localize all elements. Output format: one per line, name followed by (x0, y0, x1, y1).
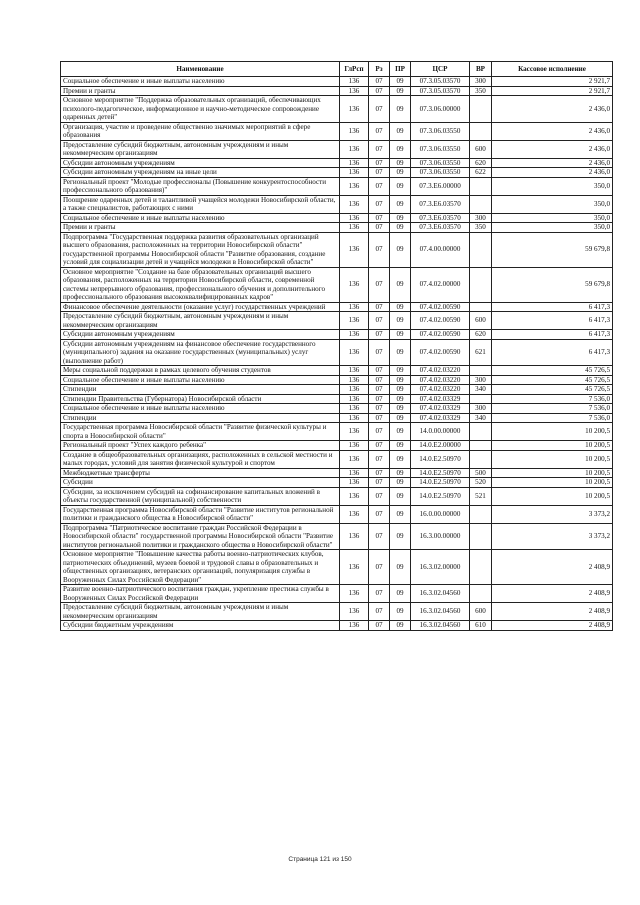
row-vr: 621 (470, 339, 492, 366)
row-pr: 09 (390, 158, 411, 168)
row-sum: 10 200,5 (492, 468, 613, 478)
row-pr: 09 (390, 478, 411, 488)
row-grbs: 136 (340, 394, 369, 404)
row-grbs: 136 (340, 168, 369, 178)
row-rz: 07 (369, 385, 390, 395)
row-grbs: 136 (340, 330, 369, 340)
header-grbs: ГлРсп (340, 62, 369, 77)
row-name: Подпрограмма "Государственная поддержка развития образовательных организаций высшего образования, расположенных на территории Новосибирской области" государственной программы Новосибирской области "Развитие образования, создание условий для социализации детей и учащейся молодежи в Новосибирской области" (61, 232, 340, 267)
row-csr: 07.3.06.03550 (411, 158, 470, 168)
row-sum: 6 417,3 (492, 312, 613, 330)
row-vr: 350 (470, 223, 492, 233)
row-name: Субсидии автономным учреждениям на иные цели (61, 168, 340, 178)
table-row (61, 86, 613, 96)
row-sum: 10 200,5 (492, 441, 613, 451)
table-row (61, 232, 613, 267)
row-csr: 07.4.02.03329 (411, 404, 470, 414)
row-name: Создание в общеобразовательных организациях, расположенных в сельской местности и малых городах, условий для занятия физической культурой и спортом (61, 450, 340, 468)
row-pr: 09 (390, 86, 411, 96)
row-vr (470, 195, 492, 213)
row-grbs: 136 (340, 86, 369, 96)
row-pr: 09 (390, 312, 411, 330)
row-sum: 6 417,3 (492, 330, 613, 340)
row-vr (470, 122, 492, 140)
row-sum: 2 921,7 (492, 77, 613, 87)
table-row (61, 330, 613, 340)
row-vr: 300 (470, 375, 492, 385)
row-name: Субсидии, за исключением субсидий на софинансирование капитальных вложений в объекты государственной (муниципальной) собственности (61, 487, 340, 505)
row-rz: 07 (369, 585, 390, 603)
row-vr (470, 267, 492, 302)
row-vr: 521 (470, 487, 492, 505)
row-pr: 09 (390, 96, 411, 123)
row-sum: 2 408,9 (492, 621, 613, 631)
table-row (61, 366, 613, 376)
row-vr (470, 366, 492, 376)
row-vr: 620 (470, 330, 492, 340)
row-vr: 600 (470, 140, 492, 158)
row-sum: 10 200,5 (492, 487, 613, 505)
row-sum: 2 436,0 (492, 96, 613, 123)
row-vr (470, 585, 492, 603)
row-csr: 16.3.02.04560 (411, 585, 470, 603)
row-rz: 07 (369, 86, 390, 96)
row-csr: 07.3.E6.03570 (411, 195, 470, 213)
row-csr: 16.3.02.00000 (411, 550, 470, 585)
row-rz: 07 (369, 621, 390, 631)
row-vr: 340 (470, 413, 492, 423)
row-name: Межбюджетные трансферты (61, 468, 340, 478)
row-sum: 3 373,2 (492, 505, 613, 523)
row-rz: 07 (369, 468, 390, 478)
row-vr (470, 232, 492, 267)
row-sum: 2 408,9 (492, 603, 613, 621)
row-grbs: 136 (340, 96, 369, 123)
row-grbs: 136 (340, 441, 369, 451)
table-row (61, 441, 613, 451)
row-grbs: 136 (340, 404, 369, 414)
row-grbs: 136 (340, 585, 369, 603)
table-row (61, 413, 613, 423)
row-pr: 09 (390, 404, 411, 414)
row-pr: 09 (390, 330, 411, 340)
table-row (61, 213, 613, 223)
row-pr: 09 (390, 168, 411, 178)
row-rz: 07 (369, 523, 390, 550)
row-rz: 07 (369, 195, 390, 213)
budget-table (60, 61, 613, 631)
row-sum: 45 726,5 (492, 366, 613, 376)
row-pr: 09 (390, 621, 411, 631)
row-rz: 07 (369, 423, 390, 441)
row-csr: 07.3.E6.00000 (411, 177, 470, 195)
table-row (61, 177, 613, 195)
row-grbs: 136 (340, 366, 369, 376)
row-pr: 09 (390, 213, 411, 223)
row-name: Организация, участие и проведение общественно значимых мероприятий в сфере образования (61, 122, 340, 140)
row-pr: 09 (390, 394, 411, 404)
row-csr: 14.0.E2.50970 (411, 468, 470, 478)
row-name: Основное мероприятие "Повышение качества работы военно-патриотических клубов, патриотических объединений, музеев боевой и трудовой славы в образовательных и общественных организациях, ветеранских организаций, популяризация службы в Вооруженных Силах Российской Федерации" (61, 550, 340, 585)
row-name: Субсидии автономным учреждениям на финансовое обеспечение государственного (муниципального) задания на оказание государственных (муниципальных) услуг (выполнение работ) (61, 339, 340, 366)
row-sum: 3 373,2 (492, 523, 613, 550)
row-pr: 09 (390, 487, 411, 505)
row-name: Основное мероприятие "Поддержка образовательных организаций, обеспечивающих психолого-педагогическое, информационное и научно-методическое сопровождение одаренных детей" (61, 96, 340, 123)
row-name: Субсидии бюджетным учреждениям (61, 621, 340, 631)
row-rz: 07 (369, 122, 390, 140)
row-name: Премии и гранты (61, 86, 340, 96)
row-vr: 300 (470, 77, 492, 87)
row-grbs: 136 (340, 385, 369, 395)
table-row (61, 468, 613, 478)
row-name: Субсидии (61, 478, 340, 488)
row-rz: 07 (369, 312, 390, 330)
row-pr: 09 (390, 505, 411, 523)
row-sum: 2 436,0 (492, 122, 613, 140)
row-name: Премии и гранты (61, 223, 340, 233)
row-grbs: 136 (340, 468, 369, 478)
table-row (61, 505, 613, 523)
table-row (61, 621, 613, 631)
row-sum: 2 408,9 (492, 550, 613, 585)
table-header-row (61, 62, 613, 77)
table-row (61, 267, 613, 302)
row-grbs: 136 (340, 550, 369, 585)
row-grbs: 136 (340, 302, 369, 312)
table-row (61, 585, 613, 603)
header-vr: ВР (470, 62, 492, 77)
table-row (61, 312, 613, 330)
row-vr (470, 394, 492, 404)
row-rz: 07 (369, 302, 390, 312)
row-rz: 07 (369, 158, 390, 168)
row-vr: 520 (470, 478, 492, 488)
row-csr: 07.3.06.03550 (411, 168, 470, 178)
row-vr: 500 (470, 468, 492, 478)
row-sum: 6 417,3 (492, 339, 613, 366)
row-sum: 7 536,0 (492, 394, 613, 404)
table-row (61, 394, 613, 404)
table-row (61, 302, 613, 312)
row-vr (470, 550, 492, 585)
row-name: Развитие военно-патриотического воспитания граждан, укрепление престижа службы в Вооруженных Силах Российской Федерации (61, 585, 340, 603)
row-vr: 620 (470, 158, 492, 168)
row-grbs: 136 (340, 339, 369, 366)
row-pr: 09 (390, 223, 411, 233)
row-vr (470, 505, 492, 523)
row-rz: 07 (369, 177, 390, 195)
row-sum: 45 726,5 (492, 385, 613, 395)
row-pr: 09 (390, 423, 411, 441)
row-vr (470, 96, 492, 123)
row-sum: 45 726,5 (492, 375, 613, 385)
row-rz: 07 (369, 394, 390, 404)
table-row (61, 404, 613, 414)
row-grbs: 136 (340, 621, 369, 631)
row-csr: 07.4.02.00590 (411, 312, 470, 330)
row-pr: 09 (390, 366, 411, 376)
row-sum: 2 436,0 (492, 140, 613, 158)
row-csr: 16.3.02.04560 (411, 621, 470, 631)
row-vr: 610 (470, 621, 492, 631)
row-name: Стипендии (61, 413, 340, 423)
row-grbs: 136 (340, 413, 369, 423)
row-name: Предоставление субсидий бюджетным, автономным учреждениям и иным некоммерческим организациям (61, 140, 340, 158)
row-name: Предоставление субсидий бюджетным, автономным учреждениям и иным некоммерческим организациям (61, 603, 340, 621)
row-grbs: 136 (340, 158, 369, 168)
row-sum: 7 536,0 (492, 404, 613, 414)
row-grbs: 136 (340, 423, 369, 441)
row-csr: 07.3.05.03570 (411, 86, 470, 96)
row-csr: 07.3.06.03550 (411, 122, 470, 140)
row-name: Поощрение одаренных детей и талантливой учащейся молодежи Новосибирской области, а также специалистов, работающих с ними (61, 195, 340, 213)
row-rz: 07 (369, 267, 390, 302)
row-sum: 350,0 (492, 213, 613, 223)
row-csr: 16.3.02.04560 (411, 603, 470, 621)
row-pr: 09 (390, 603, 411, 621)
budget-report-sheet (60, 61, 612, 631)
row-name: Финансовое обеспечение деятельности (оказание услуг) государственных учреждений (61, 302, 340, 312)
row-grbs: 136 (340, 195, 369, 213)
table-row (61, 140, 613, 158)
row-vr: 600 (470, 312, 492, 330)
row-name: Социальное обеспечение и иные выплаты населению (61, 77, 340, 87)
table-row (61, 339, 613, 366)
row-csr: 07.4.00.00000 (411, 232, 470, 267)
row-csr: 07.3.E6.03570 (411, 223, 470, 233)
row-grbs: 136 (340, 232, 369, 267)
table-row (61, 487, 613, 505)
row-grbs: 136 (340, 223, 369, 233)
row-rz: 07 (369, 550, 390, 585)
header-pr: ПР (390, 62, 411, 77)
row-rz: 07 (369, 330, 390, 340)
row-name: Региональный проект "Успех каждого ребенка" (61, 441, 340, 451)
row-pr: 09 (390, 122, 411, 140)
row-pr: 09 (390, 177, 411, 195)
row-vr (470, 523, 492, 550)
row-rz: 07 (369, 213, 390, 223)
row-rz: 07 (369, 77, 390, 87)
table-row (61, 168, 613, 178)
table-row (61, 450, 613, 468)
row-pr: 09 (390, 550, 411, 585)
row-rz: 07 (369, 450, 390, 468)
row-grbs: 136 (340, 487, 369, 505)
row-vr: 300 (470, 213, 492, 223)
row-pr: 09 (390, 339, 411, 366)
row-pr: 09 (390, 140, 411, 158)
row-csr: 14.0.E2.50970 (411, 450, 470, 468)
row-vr: 600 (470, 603, 492, 621)
header-sum: Кассовое исполнение (492, 62, 613, 77)
row-rz: 07 (369, 375, 390, 385)
row-sum: 350,0 (492, 195, 613, 213)
row-grbs: 136 (340, 122, 369, 140)
row-pr: 09 (390, 302, 411, 312)
table-row (61, 195, 613, 213)
row-sum: 59 679,8 (492, 232, 613, 267)
row-name: Субсидии автономным учреждениям (61, 330, 340, 340)
row-sum: 2 436,0 (492, 168, 613, 178)
row-sum: 2 436,0 (492, 158, 613, 168)
row-csr: 07.4.02.00000 (411, 267, 470, 302)
row-rz: 07 (369, 478, 390, 488)
row-name: Предоставление субсидий бюджетным, автономным учреждениям и иным некоммерческим организациям (61, 312, 340, 330)
row-vr (470, 177, 492, 195)
row-name: Меры социальной поддержки в рамках целевого обучения студентов (61, 366, 340, 376)
row-name: Субсидии автономным учреждениям (61, 158, 340, 168)
row-sum: 2 921,7 (492, 86, 613, 96)
table-row (61, 478, 613, 488)
page-footer: Страница 121 из 150 (288, 856, 352, 863)
row-csr: 07.3.E6.03570 (411, 213, 470, 223)
row-pr: 09 (390, 195, 411, 213)
row-pr: 09 (390, 450, 411, 468)
table-row (61, 122, 613, 140)
row-vr: 340 (470, 385, 492, 395)
row-sum: 10 200,5 (492, 423, 613, 441)
row-sum: 7 536,0 (492, 413, 613, 423)
row-grbs: 136 (340, 523, 369, 550)
header-rz: Рз (369, 62, 390, 77)
row-name: Подпрограмма "Патриотическое воспитание граждан Российской Федерации в Новосибирской области" государственной программы Новосибирской области "Развитие институтов региональной политики и гражданского общества в Новосибирской области" (61, 523, 340, 550)
row-sum: 10 200,5 (492, 478, 613, 488)
row-grbs: 136 (340, 267, 369, 302)
row-sum: 6 417,3 (492, 302, 613, 312)
row-csr: 07.4.02.03220 (411, 375, 470, 385)
row-pr: 09 (390, 375, 411, 385)
row-csr: 07.3.06.00000 (411, 96, 470, 123)
row-rz: 07 (369, 232, 390, 267)
table-row (61, 158, 613, 168)
row-name: Социальное обеспечение и иные выплаты населению (61, 404, 340, 414)
row-rz: 07 (369, 168, 390, 178)
row-csr: 14.0.E2.50970 (411, 487, 470, 505)
row-name: Государственная программа Новосибирской области "Развитие физической культуры и спорта в Новосибирской области" (61, 423, 340, 441)
row-csr: 07.4.02.03329 (411, 394, 470, 404)
row-csr: 14.0.00.00000 (411, 423, 470, 441)
row-vr: 300 (470, 404, 492, 414)
row-csr: 07.4.02.00590 (411, 302, 470, 312)
row-sum: 350,0 (492, 177, 613, 195)
row-sum: 350,0 (492, 223, 613, 233)
row-rz: 07 (369, 366, 390, 376)
row-rz: 07 (369, 505, 390, 523)
row-vr (470, 441, 492, 451)
row-vr: 350 (470, 86, 492, 96)
row-grbs: 136 (340, 603, 369, 621)
row-csr: 07.3.06.03550 (411, 140, 470, 158)
row-name: Основное мероприятие "Создание на базе образовательных организаций высшего образования, расположенных на территории Новосибирской области, современной системы непрерывного образования, профессионального обучения и дополнительного профессионального образования высококвалифицированных кадров" (61, 267, 340, 302)
row-pr: 09 (390, 267, 411, 302)
table-row (61, 385, 613, 395)
row-name: Стипендии (61, 385, 340, 395)
row-csr: 07.4.02.00590 (411, 339, 470, 366)
row-pr: 09 (390, 413, 411, 423)
row-grbs: 136 (340, 312, 369, 330)
row-sum: 10 200,5 (492, 450, 613, 468)
row-rz: 07 (369, 441, 390, 451)
row-name: Социальное обеспечение и иные выплаты населению (61, 375, 340, 385)
table-row (61, 77, 613, 87)
row-rz: 07 (369, 413, 390, 423)
header-csr: ЦСР (411, 62, 470, 77)
table-row (61, 223, 613, 233)
row-csr: 07.4.02.03220 (411, 385, 470, 395)
row-pr: 09 (390, 468, 411, 478)
row-pr: 09 (390, 441, 411, 451)
row-rz: 07 (369, 603, 390, 621)
row-grbs: 136 (340, 478, 369, 488)
row-rz: 07 (369, 140, 390, 158)
row-vr (470, 450, 492, 468)
row-rz: 07 (369, 96, 390, 123)
row-grbs: 136 (340, 450, 369, 468)
row-csr: 16.0.00.00000 (411, 505, 470, 523)
header-name: Наименование (61, 62, 340, 77)
row-grbs: 136 (340, 77, 369, 87)
row-name: Социальное обеспечение и иные выплаты населению (61, 213, 340, 223)
row-grbs: 136 (340, 505, 369, 523)
row-name: Стипендии Правительства (Губернатора) Новосибирской области (61, 394, 340, 404)
table-body (61, 77, 613, 631)
row-vr (470, 423, 492, 441)
row-pr: 09 (390, 77, 411, 87)
row-grbs: 136 (340, 213, 369, 223)
row-sum: 2 408,9 (492, 585, 613, 603)
table-row (61, 96, 613, 123)
row-csr: 07.4.02.03329 (411, 413, 470, 423)
row-csr: 16.3.00.00000 (411, 523, 470, 550)
row-csr: 07.3.05.03570 (411, 77, 470, 87)
row-grbs: 136 (340, 375, 369, 385)
row-pr: 09 (390, 585, 411, 603)
row-csr: 14.0.E2.00000 (411, 441, 470, 451)
row-pr: 09 (390, 385, 411, 395)
row-csr: 07.4.02.03220 (411, 366, 470, 376)
row-rz: 07 (369, 487, 390, 505)
row-rz: 07 (369, 404, 390, 414)
row-csr: 07.4.02.00590 (411, 330, 470, 340)
table-row (61, 523, 613, 550)
row-csr: 14.0.E2.50970 (411, 478, 470, 488)
row-grbs: 136 (340, 140, 369, 158)
row-rz: 07 (369, 223, 390, 233)
row-pr: 09 (390, 523, 411, 550)
table-row (61, 375, 613, 385)
row-pr: 09 (390, 232, 411, 267)
row-vr: 622 (470, 168, 492, 178)
row-rz: 07 (369, 339, 390, 366)
table-row (61, 423, 613, 441)
row-name: Государственная программа Новосибирской области "Развитие институтов региональной политики и гражданского общества в Новосибирской области" (61, 505, 340, 523)
row-name: Региональный проект "Молодые профессионалы (Повышение конкурентоспособности профессионального образования)" (61, 177, 340, 195)
table-row (61, 603, 613, 621)
row-grbs: 136 (340, 177, 369, 195)
row-sum: 59 679,8 (492, 267, 613, 302)
row-vr (470, 302, 492, 312)
table-row (61, 550, 613, 585)
